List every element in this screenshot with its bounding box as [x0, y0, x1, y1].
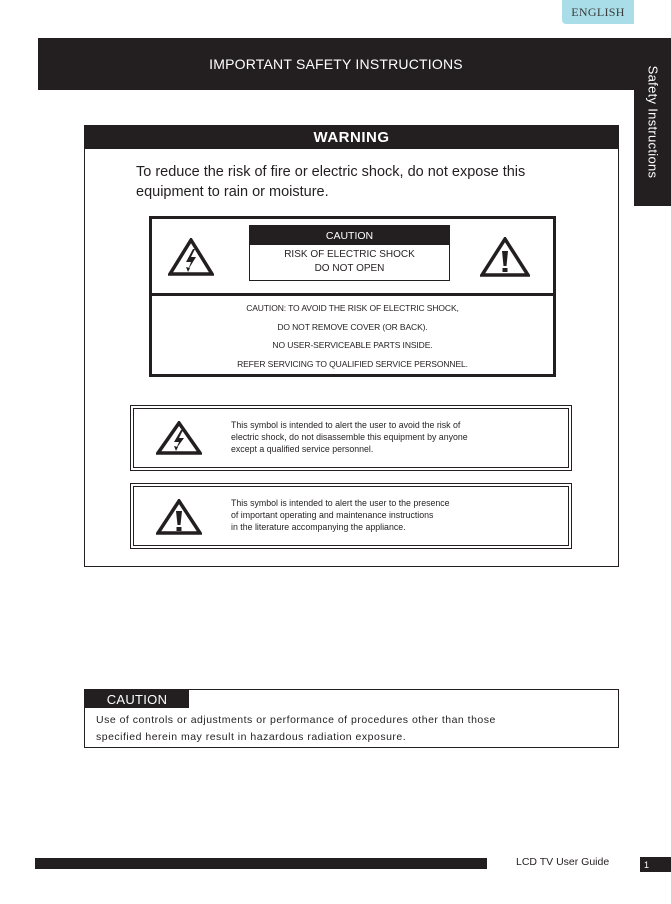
- caution-label-line: DO NOT OPEN: [314, 263, 385, 274]
- section-side-tab[interactable]: [634, 38, 671, 206]
- lightning-triangle-icon: [168, 238, 214, 276]
- caution-notice-line: Use of controls or adjustments or performance of procedures other than those: [96, 714, 496, 726]
- caution-notice-text: [96, 712, 606, 746]
- caution-label-head: CAUTION: [250, 226, 449, 245]
- caution-label-panel: [149, 216, 556, 377]
- caution-label-top: [152, 219, 553, 296]
- page-title: IMPORTANT SAFETY INSTRUCTIONS: [209, 56, 463, 72]
- symbol-description-line: except a qualified service personnel.: [231, 444, 374, 454]
- exclamation-triangle-icon: [480, 237, 530, 277]
- caution-notice-line: specified herein may result in hazardous radiation exposure.: [96, 731, 407, 743]
- warning-box: [84, 125, 619, 567]
- caution-label-box: [249, 225, 450, 281]
- section-side-tab-label: Safety Instructions: [645, 65, 660, 179]
- language-tab[interactable]: ENGLISH: [562, 0, 634, 24]
- symbol-description-line: electric shock, do not disassemble this equipment by anyone: [231, 432, 468, 442]
- caution-instruction-line: REFER SERVICING TO QUALIFIED SERVICE PERSONNEL.: [237, 358, 468, 369]
- caution-notice: [84, 689, 619, 748]
- lightning-symbol-box: [133, 408, 569, 468]
- footer-bar: [35, 858, 487, 869]
- caution-label-body: [250, 245, 449, 276]
- symbol-description-line: of important operating and maintenance instructions: [231, 510, 434, 520]
- caution-instruction-line: DO NOT REMOVE COVER (OR BACK).: [277, 321, 428, 332]
- symbol-description-line: This symbol is intended to alert the user to the presence: [231, 498, 450, 508]
- page-number: 1: [640, 857, 671, 872]
- exclamation-triangle-icon: [156, 499, 202, 535]
- symbol-description-line: This symbol is intended to alert the user to avoid the risk of: [231, 420, 461, 430]
- caution-instruction-line: NO USER-SERVICEABLE PARTS INSIDE.: [272, 340, 433, 350]
- caution-label-line: RISK OF ELECTRIC SHOCK: [284, 249, 415, 260]
- page-header: [38, 38, 634, 90]
- symbol-description: [231, 497, 551, 533]
- exclamation-symbol-box: [133, 486, 569, 546]
- warning-title: WARNING: [85, 126, 618, 149]
- lightning-triangle-icon: [156, 421, 202, 455]
- caution-instructions: [152, 299, 553, 373]
- warning-text: To reduce the risk of fire or electric shock, do not expose this equipment to rain or moisture.: [136, 164, 526, 200]
- symbol-description: [231, 419, 551, 455]
- symbol-description-line: in the literature accompanying the appliance.: [231, 522, 406, 532]
- caution-instruction-line: CAUTION: TO AVOID THE RISK OF ELECTRIC SHOCK,: [246, 303, 459, 313]
- footer-title: LCD TV User Guide: [516, 856, 610, 868]
- caution-notice-tag: CAUTION: [85, 690, 189, 708]
